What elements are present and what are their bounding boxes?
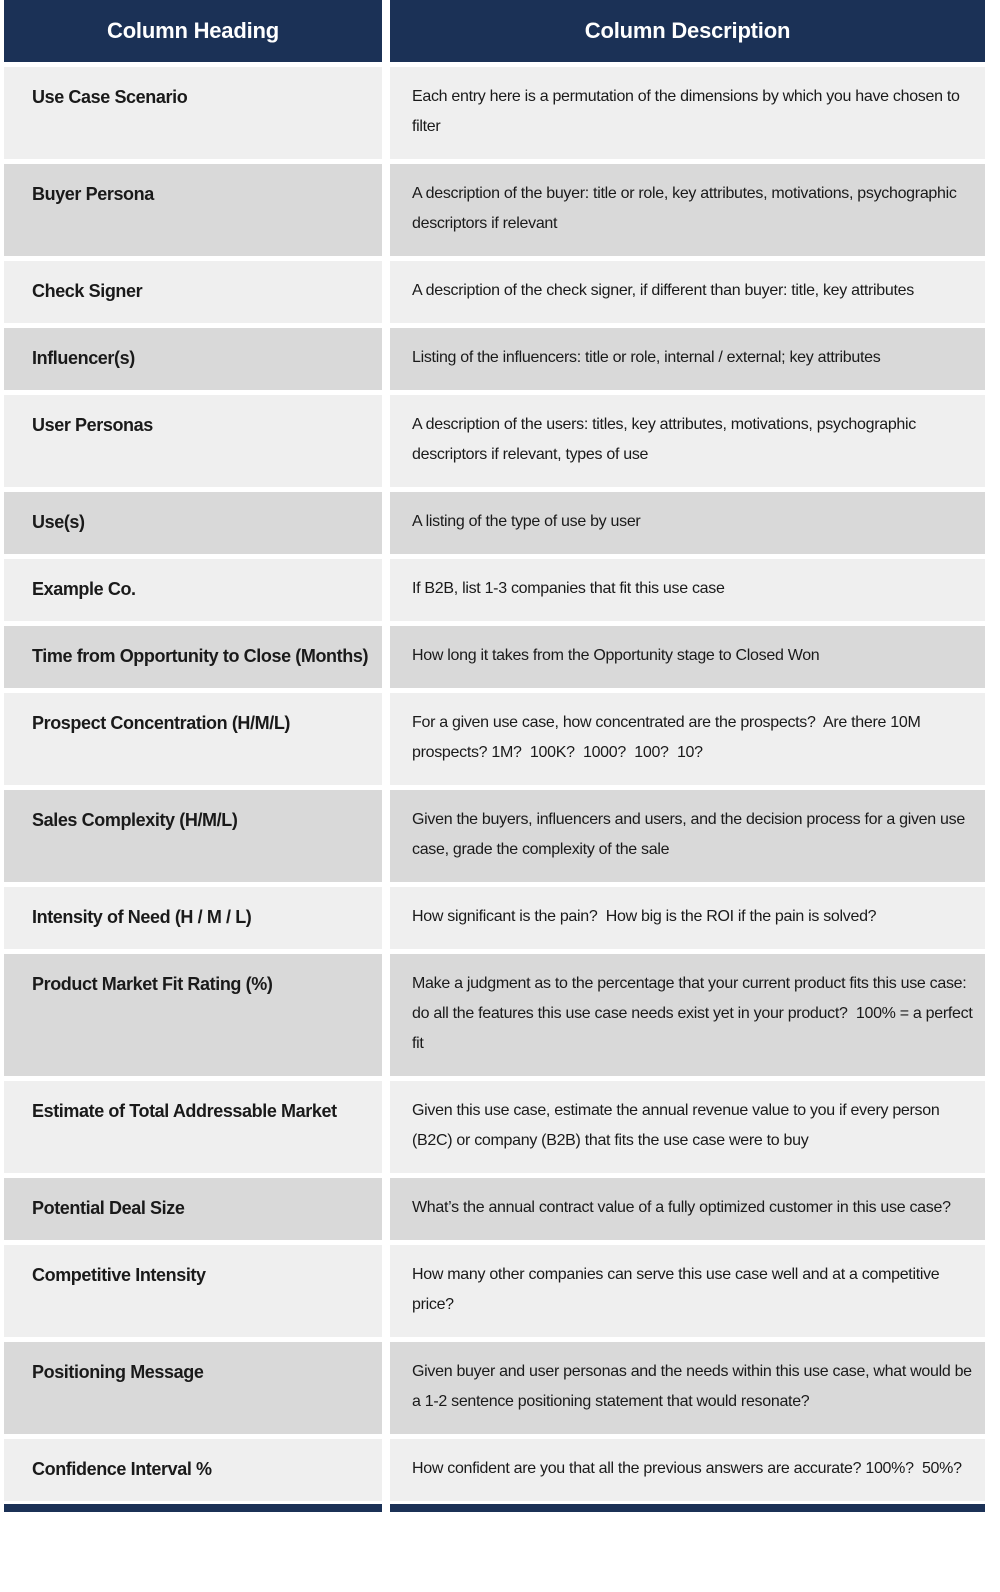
row-heading: Competitive Intensity xyxy=(32,1265,206,1285)
table-row xyxy=(4,1081,985,1173)
table-row xyxy=(4,693,985,785)
next-header-edge-col2 xyxy=(390,1504,985,1512)
row-heading: Positioning Message xyxy=(32,1362,204,1382)
row-description: A description of the buyer: title or role, key attributes, motivations, psychographic descriptors if relevant xyxy=(412,185,961,232)
row-description: A listing of the type of use by user xyxy=(412,513,641,530)
row-description: If B2B, list 1-3 companies that fit this use case xyxy=(412,580,725,597)
table-body xyxy=(4,67,985,1501)
row-description: For a given use case, how concentrated are the prospects? Are there 10M prospects? 1M? 100K? 1000? 100? 10? xyxy=(412,714,925,761)
row-description: Given buyer and user personas and the needs within this use case, what would be a 1-2 sentence positioning statement that would resonate? xyxy=(412,1363,976,1410)
row-description: Each entry here is a permutation of the dimensions by which you have chosen to filter xyxy=(412,88,964,135)
table-row xyxy=(4,1342,985,1434)
row-heading: Potential Deal Size xyxy=(32,1198,185,1218)
column-heading-header: Column Heading xyxy=(4,0,382,62)
row-heading: Use Case Scenario xyxy=(32,87,188,107)
row-heading: Confidence Interval % xyxy=(32,1459,212,1479)
table-row xyxy=(4,1178,985,1240)
row-description: How confident are you that all the previous answers are accurate? 100%? 50%? xyxy=(412,1460,962,1477)
row-description: Make a judgment as to the percentage that your current product fits this use case: do all the features this use case needs exist yet in your product? 100% = a perfect fit xyxy=(412,975,977,1052)
row-description: Listing of the influencers: title or role, internal / external; key attributes xyxy=(412,349,881,366)
column-description-header: Column Description xyxy=(390,0,985,62)
row-heading: Use(s) xyxy=(32,512,85,532)
table-row xyxy=(4,1245,985,1337)
row-heading: Example Co. xyxy=(32,579,136,599)
table-row xyxy=(4,887,985,949)
row-heading: User Personas xyxy=(32,415,153,435)
row-description: Given this use case, estimate the annual revenue value to you if every person (B2C) or company (B2B) that fits the use case were to buy xyxy=(412,1102,944,1149)
column-definition-table xyxy=(4,0,985,1512)
row-description: How many other companies can serve this use case well and at a competitive price? xyxy=(412,1266,944,1313)
row-heading: Sales Complexity (H/M/L) xyxy=(32,810,238,830)
row-description: A description of the users: titles, key attributes, motivations, psychographic descriptors if relevant, types of use xyxy=(412,416,921,463)
row-description: What’s the annual contract value of a fully optimized customer in this use case? xyxy=(412,1199,951,1216)
row-description: How long it takes from the Opportunity stage to Closed Won xyxy=(412,647,820,664)
table-row xyxy=(4,492,985,554)
row-heading: Influencer(s) xyxy=(32,348,135,368)
row-heading: Buyer Persona xyxy=(32,184,154,204)
row-description: A description of the check signer, if different than buyer: title, key attributes xyxy=(412,282,914,299)
row-heading: Product Market Fit Rating (%) xyxy=(32,974,273,994)
table-row xyxy=(4,395,985,487)
row-heading: Estimate of Total Addressable Market xyxy=(32,1101,337,1121)
table-header-row xyxy=(4,0,985,62)
row-heading: Time from Opportunity to Close (Months) xyxy=(32,646,369,666)
next-header-edge-col1 xyxy=(4,1504,382,1512)
table-row xyxy=(4,626,985,688)
table-row xyxy=(4,261,985,323)
table-row xyxy=(4,67,985,159)
row-heading: Prospect Concentration (H/M/L) xyxy=(32,713,291,733)
row-description: Given the buyers, influencers and users, and the decision process for a given use case, grade the complexity of the sale xyxy=(412,811,970,858)
table-row xyxy=(4,328,985,390)
table-row xyxy=(4,164,985,256)
table-row xyxy=(4,1439,985,1501)
row-heading: Check Signer xyxy=(32,281,143,301)
table-row xyxy=(4,559,985,621)
next-table-header-edge xyxy=(4,1504,985,1512)
table-row xyxy=(4,954,985,1076)
row-description: How significant is the pain? How big is the ROI if the pain is solved? xyxy=(412,908,877,925)
table-row xyxy=(4,790,985,882)
row-heading: Intensity of Need (H / M / L) xyxy=(32,907,252,927)
